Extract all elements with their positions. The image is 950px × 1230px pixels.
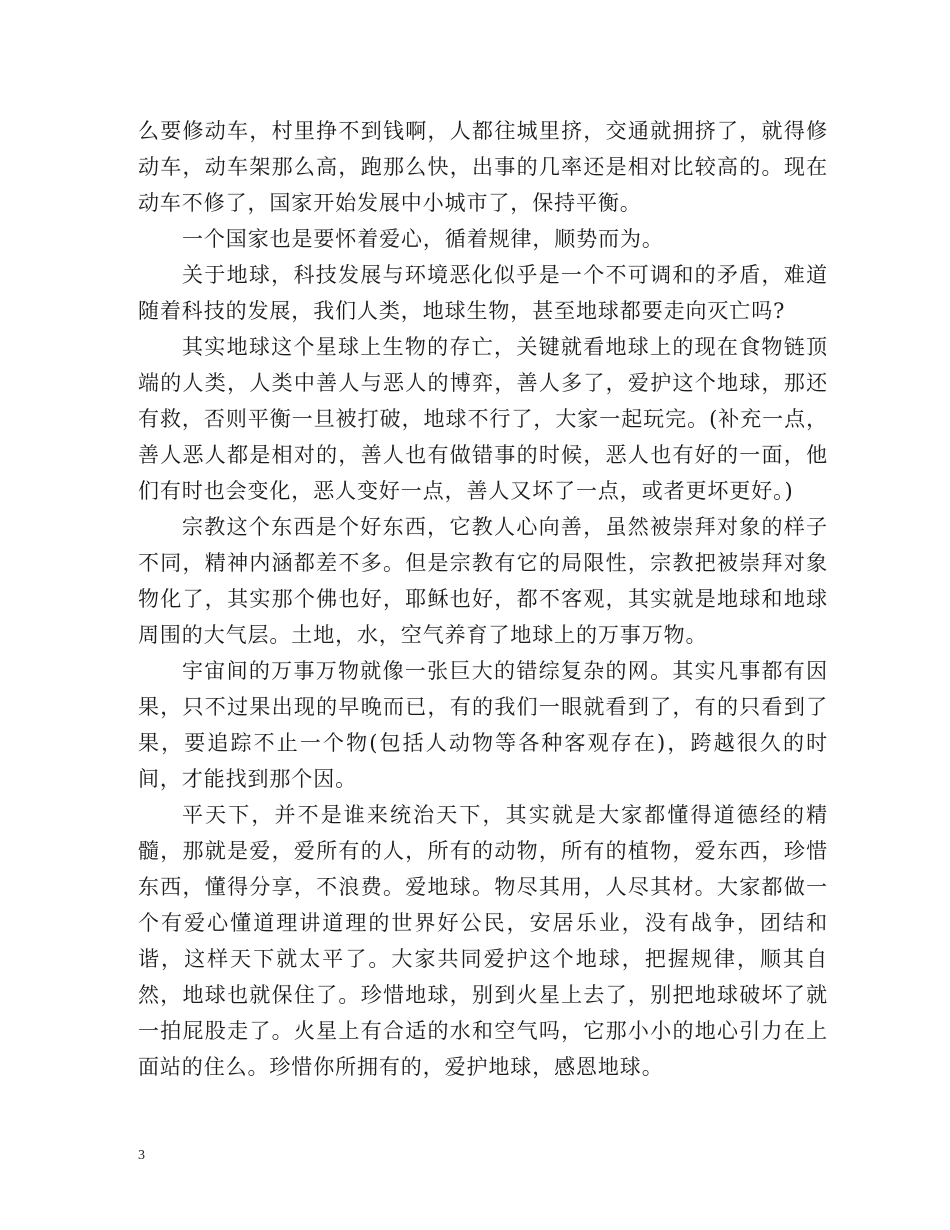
paragraph-5: 宗教这个东西是个好东西，它教人心向善，虽然被崇拜对象的样子不同，精神内涵都差不多。但是宗教有它的局限性，宗教把被崇拜对象物化了，其实那个佛也好，耶稣也好，都不客观，其实就是地球和地球周围的大气层。土地，水，空气养育了地球上的万事万物。 <box>138 515 828 647</box>
paragraph-4: 其实地球这个星球上生物的存亡，关键就看地球上的现在食物链顶端的人类，人类中善人与恶人的博弈，善人多了，爱护这个地球，那还有救，否则平衡一旦被打破，地球不行了，大家一起玩完。(补充一点，善人恶人都是相对的，善人也有做错事的时候，恶人也有好的一面，他们有时也会变化，恶人变好一点，善人又坏了一点，或者更坏更好。) <box>138 335 828 503</box>
body-text <box>138 113 828 1085</box>
paragraph-3: 关于地球，科技发展与环境恶化似乎是一个不可调和的矛盾，难道随着科技的发展，我们人类，地球生物，甚至地球都要走向灭亡吗? <box>138 263 828 323</box>
page-number: 3 <box>138 1148 145 1163</box>
paragraph-2: 一个国家也是要怀着爱心，循着规律，顺势而为。 <box>182 227 664 251</box>
paragraph-7: 平天下，并不是谁来统治天下，其实就是大家都懂得道德经的精髓，那就是爱，爱所有的人，所有的动物，所有的植物，爱东西，珍惜东西，懂得分享，不浪费。爱地球。物尽其用，人尽其材。大家都做一个有爱心懂道理讲道理的世界好公民，安居乐业，没有战争，团结和谐，这样天下就太平了。大家共同爱护这个地球，把握规律，顺其自然，地球也就保住了。珍惜地球，别到火星上去了，别把地球破坏了就一拍屁股走了。火星上有合适的水和空气吗，它那小小的地心引力在上面站的住么。珍惜你所拥有的，爱护地球，感恩地球。 <box>138 803 828 1079</box>
paragraph-6: 宇宙间的万事万物就像一张巨大的错综复杂的网。其实凡事都有因果，只不过果出现的早晚而已，有的我们一眼就看到了，有的只看到了果，要追踪不止一个物(包括人动物等各种客观存在)，跨越很久的时间，才能找到那个因。 <box>138 659 828 791</box>
paragraph-1: 么要修动车，村里挣不到钱啊，人都往城里挤，交通就拥挤了，就得修动车，动车架那么高，跑那么快，出事的几率还是相对比较高的。现在动车不修了，国家开始发展中小城市了，保持平衡。 <box>138 119 828 215</box>
